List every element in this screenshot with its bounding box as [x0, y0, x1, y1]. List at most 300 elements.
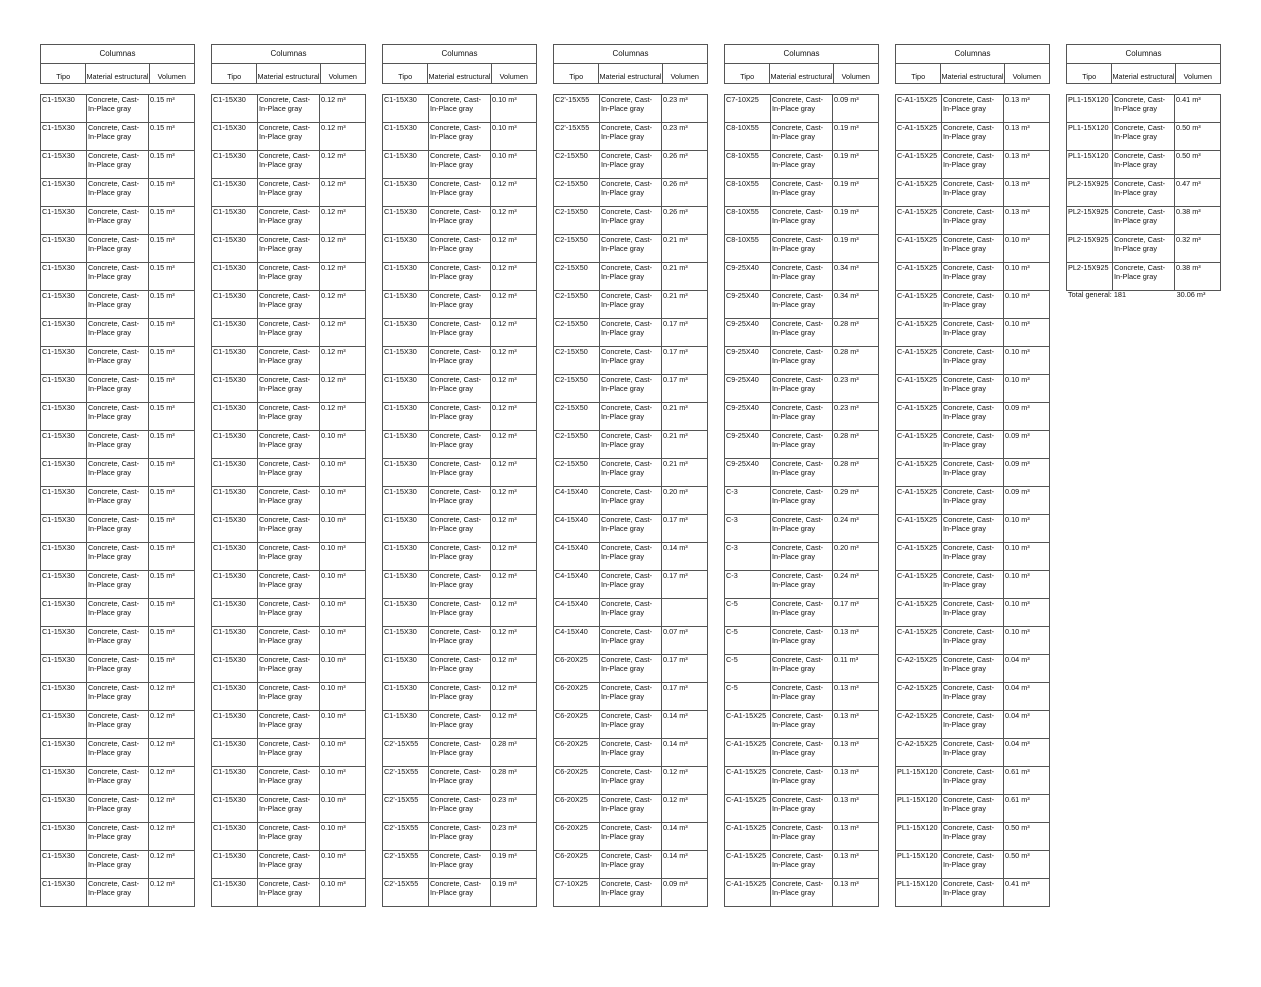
cell-material: Concrete, Cast-In-Place gray — [86, 571, 149, 598]
table-row — [554, 766, 707, 794]
cell-tipo: C1-15X30 — [42, 347, 75, 356]
cell-material: Concrete, Cast-In-Place gray — [257, 627, 320, 654]
table-row — [212, 290, 365, 318]
cell-material: Concrete, Cast-In-Place gray — [1112, 95, 1175, 122]
cell-volumen: 0.13 m³ — [834, 683, 859, 692]
cell-material: Concrete, Cast-In-Place gray — [1112, 123, 1175, 150]
cell-volumen: 0.12 m³ — [321, 347, 346, 356]
cell-tipo: C6-20X25 — [555, 767, 588, 776]
cell-volumen: 0.12 m³ — [492, 683, 517, 692]
cell-tipo: C2-15X50 — [555, 431, 588, 440]
cell-material: Concrete, Cast-In-Place gray — [428, 151, 491, 178]
header-volumen: Volumen — [670, 72, 699, 82]
cell-material: Concrete, Cast-In-Place gray — [86, 347, 149, 374]
header-material: Material estructural — [1111, 64, 1175, 83]
cell-tipo: C1-15X30 — [213, 711, 246, 720]
cell-volumen: 0.23 m³ — [492, 823, 517, 832]
table-row — [554, 682, 707, 710]
cell-tipo: C1-15X30 — [213, 879, 246, 888]
table-row — [41, 374, 194, 402]
cell-tipo: C1-15X30 — [42, 123, 75, 132]
table-row — [383, 710, 536, 738]
cell-tipo: C6-20X25 — [555, 795, 588, 804]
cell-material: Concrete, Cast-In-Place gray — [428, 459, 491, 486]
table-row — [896, 822, 1049, 850]
cell-tipo: PL2-15X925 — [1068, 263, 1109, 272]
table-row — [725, 794, 878, 822]
cell-material: Concrete, Cast-In-Place gray — [599, 123, 662, 150]
cell-tipo: C1-15X30 — [42, 291, 75, 300]
cell-material: Concrete, Cast-In-Place gray — [428, 711, 491, 738]
cell-tipo: C1-15X30 — [213, 123, 246, 132]
cell-volumen: 0.23 m³ — [834, 403, 859, 412]
cell-tipo: C6-20X25 — [555, 711, 588, 720]
table-row — [725, 486, 878, 514]
table-row — [896, 234, 1049, 262]
table-row — [383, 458, 536, 486]
table-row — [212, 598, 365, 626]
cell-volumen: 0.15 m³ — [150, 179, 175, 188]
cell-volumen: 0.15 m³ — [150, 95, 175, 104]
cell-material: Concrete, Cast-In-Place gray — [770, 291, 833, 318]
cell-material: Concrete, Cast-In-Place gray — [941, 823, 1004, 850]
cell-volumen: 0.09 m³ — [1005, 403, 1030, 412]
cell-tipo: C1-15X30 — [213, 291, 246, 300]
column-schedule-7 — [1066, 44, 1221, 303]
schedule-body — [40, 94, 195, 907]
cell-tipo: PL1-15X120 — [1068, 95, 1109, 104]
cell-volumen: 0.17 m³ — [663, 319, 688, 328]
cell-volumen: 0.15 m³ — [150, 599, 175, 608]
column-headers — [554, 64, 707, 83]
table-row — [41, 878, 194, 906]
cell-material: Concrete, Cast-In-Place gray — [599, 431, 662, 458]
cell-tipo: C2-15X50 — [555, 375, 588, 384]
table-row — [554, 738, 707, 766]
table-row — [212, 738, 365, 766]
cell-tipo: C1-15X30 — [213, 571, 246, 580]
cell-tipo: C4-15X40 — [555, 627, 588, 636]
table-row — [896, 290, 1049, 318]
cell-material: Concrete, Cast-In-Place gray — [599, 851, 662, 878]
cell-material: Concrete, Cast-In-Place gray — [86, 235, 149, 262]
table-row — [554, 458, 707, 486]
cell-volumen: 0.12 m³ — [321, 403, 346, 412]
cell-tipo: C2-15X50 — [555, 235, 588, 244]
cell-tipo: PL1-15X120 — [897, 879, 938, 888]
cell-volumen: 0.15 m³ — [150, 515, 175, 524]
cell-material: Concrete, Cast-In-Place gray — [428, 403, 491, 430]
cell-tipo: C-3 — [726, 571, 738, 580]
cell-tipo: C-A1-15X25 — [897, 123, 938, 132]
cell-material: Concrete, Cast-In-Place gray — [941, 767, 1004, 794]
cell-tipo: C1-15X30 — [42, 627, 75, 636]
cell-tipo: PL2-15X925 — [1068, 207, 1109, 216]
cell-material: Concrete, Cast-In-Place gray — [941, 151, 1004, 178]
table-row — [896, 402, 1049, 430]
cell-tipo: C2'-15X55 — [384, 739, 419, 748]
cell-volumen: 0.15 m³ — [150, 375, 175, 384]
cell-tipo: C2'-15X55 — [384, 823, 419, 832]
cell-material: Concrete, Cast-In-Place gray — [86, 207, 149, 234]
cell-material: Concrete, Cast-In-Place gray — [770, 347, 833, 374]
cell-tipo: C-A1-15X25 — [897, 459, 938, 468]
cell-material: Concrete, Cast-In-Place gray — [599, 95, 662, 122]
header-material: Material estructural — [85, 64, 149, 83]
cell-volumen: 0.28 m³ — [492, 767, 517, 776]
table-row — [383, 430, 536, 458]
cell-tipo: C9-25X40 — [726, 263, 759, 272]
table-row — [41, 598, 194, 626]
table-row — [896, 486, 1049, 514]
cell-material: Concrete, Cast-In-Place gray — [1112, 263, 1175, 290]
table-row — [554, 570, 707, 598]
cell-material: Concrete, Cast-In-Place gray — [941, 543, 1004, 570]
table-row — [896, 178, 1049, 206]
table-row — [725, 514, 878, 542]
cell-volumen: 0.19 m³ — [834, 207, 859, 216]
cell-tipo: C-A1-15X25 — [897, 263, 938, 272]
cell-volumen: 0.12 m³ — [492, 235, 517, 244]
schedule-header — [211, 44, 366, 84]
cell-volumen: 0.09 m³ — [1005, 459, 1030, 468]
table-row — [383, 206, 536, 234]
cell-volumen: 0.10 m³ — [321, 627, 346, 636]
column-schedule-3 — [382, 44, 537, 907]
cell-material: Concrete, Cast-In-Place gray — [86, 515, 149, 542]
cell-tipo: C2'-15X55 — [384, 879, 419, 888]
cell-material: Concrete, Cast-In-Place gray — [86, 543, 149, 570]
cell-material: Concrete, Cast-In-Place gray — [86, 879, 149, 906]
cell-volumen: 0.12 m³ — [492, 487, 517, 496]
cell-tipo: C1-15X30 — [42, 319, 75, 328]
total-label: Total general: 181 — [1068, 290, 1127, 299]
cell-tipo: C1-15X30 — [42, 95, 75, 104]
cell-material: Concrete, Cast-In-Place gray — [941, 515, 1004, 542]
cell-tipo: C2'-15X55 — [384, 851, 419, 860]
cell-material: Concrete, Cast-In-Place gray — [257, 739, 320, 766]
cell-material: Concrete, Cast-In-Place gray — [941, 403, 1004, 430]
cell-volumen: 0.28 m³ — [492, 739, 517, 748]
table-row — [896, 626, 1049, 654]
cell-material: Concrete, Cast-In-Place gray — [428, 235, 491, 262]
table-row — [725, 290, 878, 318]
cell-material: Concrete, Cast-In-Place gray — [599, 235, 662, 262]
cell-volumen: 0.04 m³ — [1005, 711, 1030, 720]
cell-tipo: C1-15X30 — [213, 263, 246, 272]
cell-material: Concrete, Cast-In-Place gray — [428, 95, 491, 122]
table-row — [41, 486, 194, 514]
cell-tipo: C9-25X40 — [726, 431, 759, 440]
cell-material: Concrete, Cast-In-Place gray — [770, 767, 833, 794]
table-row — [896, 318, 1049, 346]
table-row — [725, 570, 878, 598]
cell-material: Concrete, Cast-In-Place gray — [257, 823, 320, 850]
cell-volumen: 0.10 m³ — [321, 795, 346, 804]
cell-material: Concrete, Cast-In-Place gray — [86, 291, 149, 318]
table-row — [725, 150, 878, 178]
cell-material: Concrete, Cast-In-Place gray — [770, 711, 833, 738]
cell-volumen: 0.12 m³ — [321, 375, 346, 384]
cell-material: Concrete, Cast-In-Place gray — [86, 179, 149, 206]
cell-material: Concrete, Cast-In-Place gray — [428, 291, 491, 318]
cell-material: Concrete, Cast-In-Place gray — [86, 851, 149, 878]
table-row — [554, 374, 707, 402]
cell-volumen: 0.10 m³ — [321, 571, 346, 580]
table-row — [554, 150, 707, 178]
cell-volumen: 0.13 m³ — [834, 739, 859, 748]
cell-volumen: 0.19 m³ — [834, 151, 859, 160]
cell-volumen: 0.21 m³ — [663, 403, 688, 412]
cell-material: Concrete, Cast-In-Place gray — [1112, 179, 1175, 206]
cell-tipo: C-A2-15X25 — [897, 683, 938, 692]
table-row — [383, 794, 536, 822]
cell-volumen: 0.12 m³ — [492, 319, 517, 328]
cell-tipo: C1-15X30 — [42, 459, 75, 468]
cell-material: Concrete, Cast-In-Place gray — [428, 487, 491, 514]
table-row — [554, 626, 707, 654]
cell-tipo: C2'-15X55 — [555, 95, 590, 104]
cell-volumen: 0.15 m³ — [150, 431, 175, 440]
column-headers — [896, 64, 1049, 83]
cell-volumen: 0.12 m³ — [321, 235, 346, 244]
cell-tipo: C2-15X50 — [555, 459, 588, 468]
cell-tipo: C1-15X30 — [213, 403, 246, 412]
cell-tipo: C9-25X40 — [726, 403, 759, 412]
cell-tipo: C-A1-15X25 — [897, 431, 938, 440]
cell-volumen: 0.12 m³ — [321, 151, 346, 160]
cell-volumen: 0.19 m³ — [834, 123, 859, 132]
table-row — [725, 178, 878, 206]
schedule-title: Columnas — [725, 45, 878, 64]
cell-tipo: C1-15X30 — [42, 179, 75, 188]
cell-tipo: C1-15X30 — [384, 515, 417, 524]
cell-volumen: 0.17 m³ — [663, 655, 688, 664]
cell-volumen: 0.09 m³ — [663, 879, 688, 888]
table-row — [383, 150, 536, 178]
table-row — [554, 710, 707, 738]
cell-volumen: 0.10 m³ — [321, 543, 346, 552]
cell-tipo: C1-15X30 — [42, 571, 75, 580]
cell-material: Concrete, Cast-In-Place gray — [941, 851, 1004, 878]
table-row — [383, 486, 536, 514]
header-tipo: Tipo — [398, 72, 413, 82]
cell-material: Concrete, Cast-In-Place gray — [86, 795, 149, 822]
table-row — [1067, 94, 1220, 122]
table-row — [212, 822, 365, 850]
cell-volumen: 0.23 m³ — [834, 375, 859, 384]
cell-material: Concrete, Cast-In-Place gray — [599, 459, 662, 486]
cell-volumen: 0.15 m³ — [150, 151, 175, 160]
cell-volumen: 0.12 m³ — [150, 823, 175, 832]
cell-tipo: C-3 — [726, 515, 738, 524]
cell-volumen: 0.12 m³ — [492, 543, 517, 552]
cell-tipo: C1-15X30 — [384, 319, 417, 328]
cell-volumen: 0.12 m³ — [492, 291, 517, 300]
table-row — [41, 514, 194, 542]
cell-volumen: 0.10 m³ — [1005, 543, 1030, 552]
cell-material: Concrete, Cast-In-Place gray — [86, 823, 149, 850]
table-row — [725, 94, 878, 122]
cell-volumen: 0.26 m³ — [663, 151, 688, 160]
cell-volumen: 0.50 m³ — [1005, 851, 1030, 860]
cell-volumen: 0.13 m³ — [834, 795, 859, 804]
cell-tipo: C8-10X55 — [726, 123, 759, 132]
cell-material: Concrete, Cast-In-Place gray — [428, 207, 491, 234]
cell-material: Concrete, Cast-In-Place gray — [599, 823, 662, 850]
cell-volumen: 0.24 m³ — [834, 515, 859, 524]
column-schedule-5 — [724, 44, 879, 907]
cell-material: Concrete, Cast-In-Place gray — [770, 683, 833, 710]
cell-material: Concrete, Cast-In-Place gray — [257, 151, 320, 178]
schedule-header — [724, 44, 879, 84]
table-row — [212, 122, 365, 150]
cell-volumen: 0.10 m³ — [321, 599, 346, 608]
table-row — [554, 822, 707, 850]
cell-material: Concrete, Cast-In-Place gray — [428, 431, 491, 458]
cell-material: Concrete, Cast-In-Place gray — [599, 879, 662, 906]
table-row — [554, 878, 707, 906]
cell-volumen: 0.10 m³ — [321, 711, 346, 720]
cell-volumen: 0.24 m³ — [834, 571, 859, 580]
cell-volumen: 0.04 m³ — [1005, 739, 1030, 748]
table-row — [383, 766, 536, 794]
cell-tipo: C1-15X30 — [384, 375, 417, 384]
cell-material: Concrete, Cast-In-Place gray — [599, 711, 662, 738]
column-schedule-6 — [895, 44, 1050, 907]
cell-volumen: 0.21 m³ — [663, 263, 688, 272]
table-row — [212, 654, 365, 682]
cell-tipo: C1-15X30 — [213, 347, 246, 356]
cell-volumen: 0.23 m³ — [663, 95, 688, 104]
table-row — [554, 514, 707, 542]
table-row — [554, 178, 707, 206]
cell-volumen: 0.13 m³ — [1005, 179, 1030, 188]
table-row — [212, 542, 365, 570]
table-row — [41, 94, 194, 122]
cell-material: Concrete, Cast-In-Place gray — [770, 823, 833, 850]
cell-material: Concrete, Cast-In-Place gray — [257, 487, 320, 514]
cell-material: Concrete, Cast-In-Place gray — [770, 571, 833, 598]
table-row — [725, 122, 878, 150]
cell-material: Concrete, Cast-In-Place gray — [941, 375, 1004, 402]
cell-material: Concrete, Cast-In-Place gray — [428, 739, 491, 766]
table-row — [554, 122, 707, 150]
cell-volumen: 0.10 m³ — [1005, 375, 1030, 384]
table-row — [383, 570, 536, 598]
header-tipo: Tipo — [911, 72, 926, 82]
cell-material: Concrete, Cast-In-Place gray — [428, 851, 491, 878]
cell-material: Concrete, Cast-In-Place gray — [86, 767, 149, 794]
cell-tipo: C1-15X30 — [384, 291, 417, 300]
cell-material: Concrete, Cast-In-Place gray — [428, 599, 491, 626]
table-row — [554, 94, 707, 122]
cell-volumen: 0.17 m³ — [663, 571, 688, 580]
cell-volumen: 0.11 m³ — [834, 655, 859, 664]
cell-material: Concrete, Cast-In-Place gray — [599, 683, 662, 710]
cell-volumen: 0.10 m³ — [1005, 235, 1030, 244]
cell-material: Concrete, Cast-In-Place gray — [428, 627, 491, 654]
table-row — [554, 850, 707, 878]
cell-tipo: C-A1-15X25 — [897, 599, 938, 608]
table-row — [383, 290, 536, 318]
cell-material: Concrete, Cast-In-Place gray — [599, 571, 662, 598]
cell-tipo: PL2-15X925 — [1068, 179, 1109, 188]
cell-tipo: C2-15X50 — [555, 347, 588, 356]
cell-material: Concrete, Cast-In-Place gray — [941, 123, 1004, 150]
table-row — [383, 542, 536, 570]
cell-volumen: 0.12 m³ — [321, 179, 346, 188]
table-row — [554, 598, 707, 626]
cell-tipo: C1-15X30 — [384, 235, 417, 244]
cell-tipo: C1-15X30 — [42, 851, 75, 860]
cell-volumen: 0.10 m³ — [1005, 263, 1030, 272]
header-material: Material estructural — [769, 64, 833, 83]
cell-volumen: 0.41 m³ — [1005, 879, 1030, 888]
table-row — [383, 682, 536, 710]
cell-volumen: 0.13 m³ — [1005, 207, 1030, 216]
table-row — [1067, 150, 1220, 178]
table-row — [896, 850, 1049, 878]
cell-tipo: C1-15X30 — [213, 179, 246, 188]
column-schedule-4 — [553, 44, 708, 907]
cell-tipo: C1-15X30 — [213, 599, 246, 608]
table-row — [1067, 206, 1220, 234]
header-material: Material estructural — [940, 64, 1004, 83]
table-row — [383, 374, 536, 402]
cell-tipo: C-A1-15X25 — [897, 375, 938, 384]
cell-material: Concrete, Cast-In-Place gray — [941, 291, 1004, 318]
cell-material: Concrete, Cast-In-Place gray — [770, 487, 833, 514]
cell-volumen: 0.17 m³ — [663, 515, 688, 524]
cell-tipo: C1-15X30 — [384, 95, 417, 104]
schedule-body — [1066, 94, 1221, 291]
cell-tipo: C1-15X30 — [213, 319, 246, 328]
table-row — [725, 346, 878, 374]
cell-volumen: 0.14 m³ — [663, 711, 688, 720]
cell-material: Concrete, Cast-In-Place gray — [428, 795, 491, 822]
column-schedule-1 — [40, 44, 195, 907]
table-row — [725, 850, 878, 878]
header-volumen: Volumen — [499, 72, 528, 82]
table-row — [554, 262, 707, 290]
cell-tipo: C-A1-15X25 — [726, 795, 767, 804]
cell-material: Concrete, Cast-In-Place gray — [257, 879, 320, 906]
cell-volumen: 0.23 m³ — [663, 123, 688, 132]
cell-volumen: 0.12 m³ — [492, 711, 517, 720]
table-row — [383, 346, 536, 374]
cell-volumen: 0.17 m³ — [663, 683, 688, 692]
cell-tipo: C-A1-15X25 — [897, 515, 938, 524]
cell-tipo: C1-15X30 — [213, 515, 246, 524]
table-row — [41, 654, 194, 682]
cell-volumen: 0.23 m³ — [492, 795, 517, 804]
cell-tipo: C-A1-15X25 — [897, 151, 938, 160]
table-row — [41, 430, 194, 458]
table-row — [383, 822, 536, 850]
table-row — [383, 262, 536, 290]
cell-volumen: 0.61 m³ — [1005, 767, 1030, 776]
cell-tipo: C4-15X40 — [555, 487, 588, 496]
table-row — [212, 150, 365, 178]
cell-volumen: 0.10 m³ — [321, 767, 346, 776]
cell-material: Concrete, Cast-In-Place gray — [1112, 151, 1175, 178]
cell-material: Concrete, Cast-In-Place gray — [257, 851, 320, 878]
cell-tipo: C1-15X30 — [384, 543, 417, 552]
cell-tipo: C1-15X30 — [213, 851, 246, 860]
cell-volumen: 0.12 m³ — [321, 263, 346, 272]
cell-volumen: 0.21 m³ — [663, 459, 688, 468]
